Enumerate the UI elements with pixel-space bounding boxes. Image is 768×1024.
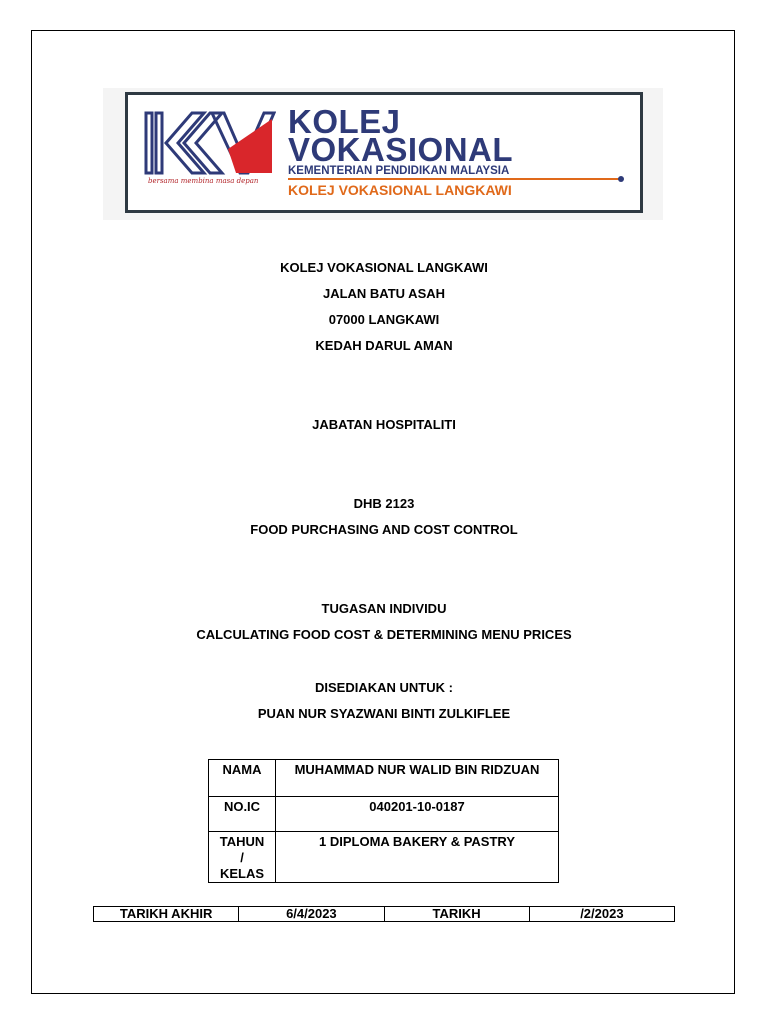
due-date-value: 6/4/2023 — [239, 907, 384, 922]
address-postcode-city: 07000 LANGKAWI — [328, 312, 440, 327]
date-value: /2/2023 — [529, 907, 674, 922]
class-label-line2: / — [240, 850, 244, 865]
date-label: TARIKH — [384, 907, 529, 922]
address-street: JALAN BATU ASAH — [322, 286, 446, 301]
lecturer-name: PUAN NUR SYAZWANI BINTI ZULKIFLEE — [257, 706, 511, 721]
address-state: KEDAH DARUL AMAN — [315, 338, 453, 353]
ic-label: NO.IC — [209, 797, 276, 832]
class-label-line3: KELAS — [219, 866, 265, 881]
logo-divider — [288, 178, 622, 180]
class-label — [209, 832, 276, 883]
logo-title-vokasional: VOKASIONAL — [288, 131, 514, 168]
assignment-type: TUGASAN INDIVIDU — [321, 601, 447, 616]
address-institution: KOLEJ VOKASIONAL LANGKAWI — [280, 260, 488, 275]
department: JABATAN HOSPITALITI — [312, 417, 456, 432]
logo-frame — [125, 92, 643, 213]
due-date-label: TARIKH AKHIR — [94, 907, 239, 922]
logo-college-name: KOLEJ VOKASIONAL LANGKAWI — [288, 182, 512, 198]
dates-table — [93, 906, 675, 922]
table-row — [209, 797, 559, 832]
table-row — [209, 832, 559, 883]
course-name: FOOD PURCHASING AND COST CONTROL — [250, 522, 518, 537]
table-row — [209, 760, 559, 797]
logo-tagline: bersama membina masa depan — [148, 177, 259, 185]
logo-divider-dot — [618, 176, 624, 182]
student-info-table — [208, 759, 559, 883]
logo-title-kolej: KOLEJ — [288, 103, 401, 140]
course-code: DHB 2123 — [353, 496, 415, 511]
name-value: MUHAMMAD NUR WALID BIN RIDZUAN — [276, 760, 559, 797]
class-label-line1: TAHUN — [219, 834, 265, 849]
ic-value: 040201-10-0187 — [276, 797, 559, 832]
assignment-title: CALCULATING FOOD COST & DETERMINING MENU PRICES — [196, 627, 572, 642]
class-value: 1 DIPLOMA BAKERY & PASTRY — [276, 832, 559, 883]
college-logo-banner — [103, 88, 663, 220]
prepared-for-label: DISEDIAKAN UNTUK : — [315, 680, 453, 695]
kv-logo-mark-icon — [144, 109, 276, 181]
logo-ministry: KEMENTERIAN PENDIDIKAN MALAYSIA — [288, 165, 510, 177]
name-label: NAMA — [209, 760, 276, 797]
table-row — [94, 907, 675, 922]
